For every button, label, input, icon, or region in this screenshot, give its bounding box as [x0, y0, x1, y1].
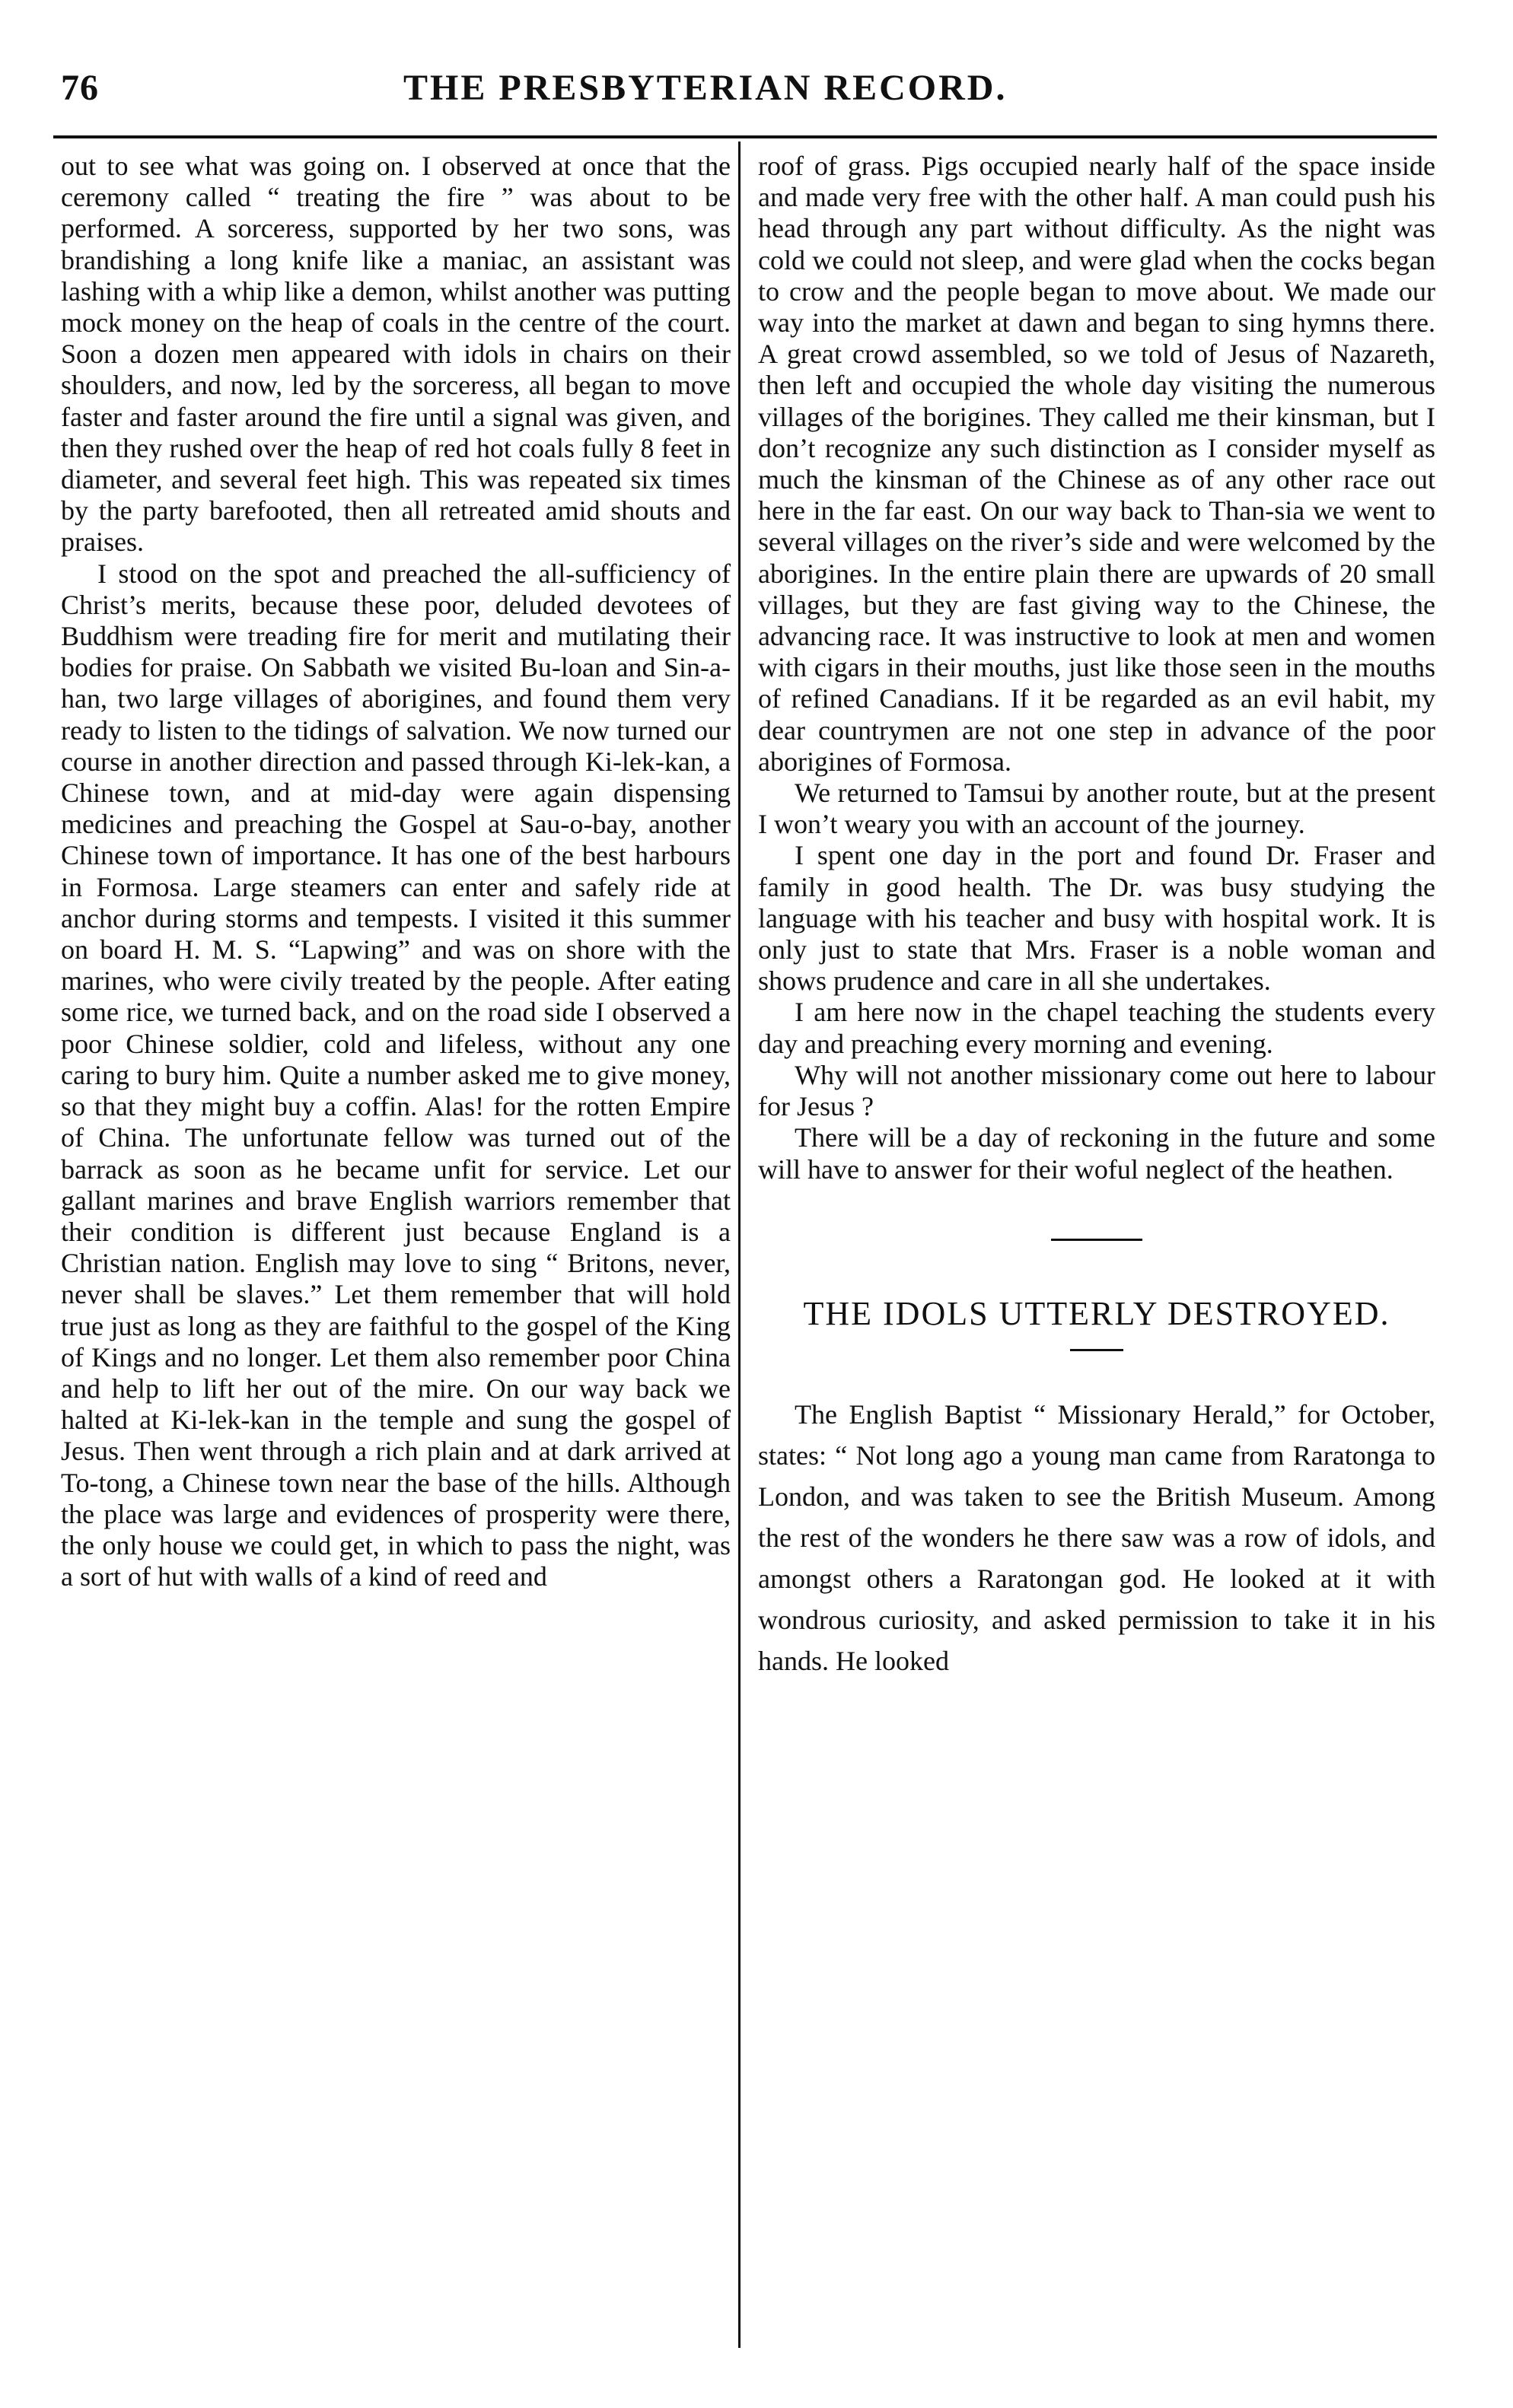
left-paragraph-1: out to see what was going on. I observed at once that the ceremony called “ treating the fire ” was about to be performed. A sorceress, supported by her two sons, was brandishing a long knife like a maniac, an assistant was lashing with a whip like a demon, whilst another was putting mock money on the heap of coals in the centre of the court. Soon a dozen men appeared with idols in chairs on their shoulders, and now, led by the sorceress, all began to move faster and faster around the fire until a signal was given, and then they rushed over the heap of red hot coals fully 8 feet in diameter, and several feet high. This was repeated six times by the party barefooted, then all retreated amid shouts and praises. [61, 151, 731, 558]
right-paragraph-5: Why will not another missionary come out here to labour for Jesus ? [758, 1059, 1435, 1122]
article-paragraph: The English Baptist “ Missionary Herald,” for October, states: “ Not long ago a young man came from Raratonga to London, and was taken to see the British Museum. Among the rest of the wonders he there saw was a row of idols, and amongst others a Raratongan god. He looked at it with wondrous curiosity, and asked permission to take it in his hands. He looked [758, 1398, 1435, 1676]
page-header [53, 67, 1437, 120]
page-number: 76 [61, 68, 99, 108]
left-paragraph-2: I stood on the spot and preached the all-sufficiency of Christ’s merits, because these poor, deluded devotees of Buddhism were treading fire for merit and mutilating their bodies for praise. On Sabbath we visited Bu-loan and Sin-a-han, two large villages of aborigines, and found them very ready to listen to the tidings of salvation. We now turned our course in another direction and passed through Ki-lek-kan, a Chinese town, and at mid-day were again dispensing medicines and preaching the Gospel at Sau-o-bay, another Chinese town of importance. It has one of the best harbours in Formosa. Large steamers can enter and safely ride at anchor during storms and tempests. I visited it this summer on board H. M. S. “Lapwing” and was on shore with the marines, who were civily treated by the people. After eating some rice, we turned back, and on the road side I observed a poor Chinese soldier, cold and lifeless, without any one caring to bury him. Quite a number asked me to give money, so that they might buy a coffin. Alas! for the rotten Empire of China. The unfortunate fellow was turned out of the barrack as soon as he became unfit for service. Let our gallant marines and brave English warriors remember that their condition is different just because England is a Christian nation. English may love to sing “ Britons, never, never shall be slaves.” Let them remember that will hold true just as long as they are faithful to the gospel of the King of Kings and no longer. Let them also remember poor China and help to lift her out of the mire. On our way back we halted at Ki-lek-kan in the temple and sung the gospel of Jesus. Then went through a rich plain and at dark arrived at To-tong, a Chinese town near the base of the hills. Although the place was large and evidences of prosperity were there, the only house we could get, in which to pass the night, was a sort of hut with walls of a kind of reed and [61, 558, 731, 1592]
right-paragraph-1: roof of grass. Pigs occupied nearly half of the space inside and made very free with the other half. A man could push his head through any part without difficulty. As the night was cold we could not sleep, and were glad when the cocks began to crow and the people began to move about. We made our way into the market at dawn and began to sing hymns there. A great crowd assembled, so we told of Jesus of Nazareth, then left and occupied the whole day visiting the numerous villages of the borigines. They called me their kinsman, but I don’t recognize any such distinction as I consider myself as much the kinsman of the Chinese as of any other race out here in the far east. On our way back to Than-sia we went to several villages on the river’s side and were welcomed by the aborigines. In the entire plain there are upwards of 20 small villages, but they are fast giving way to the Chinese, the advancing race. It was instructive to look at men and women with cigars in their mouths, just like those seen in the mouths of refined Canadians. If it be regarded as an evil habit, my dear countrymen are not one step in advance of the poor aborigines of Formosa. [758, 151, 1435, 777]
header-rule [53, 135, 1437, 138]
right-paragraph-3: I spent one day in the port and found Dr. Fraser and family in good health. The Dr. was busy studying the language with his teacher and busy with hospital work. It is only just to state that Mrs. Fraser is a noble woman and shows prudence and care in all she undertakes. [758, 840, 1435, 997]
heading-underline [1070, 1349, 1123, 1351]
right-paragraph-4: I am here now in the chapel teaching the students every day and preaching every morning and evening. [758, 997, 1435, 1059]
column-rule [738, 142, 741, 2348]
right-paragraph-6: There will be a day of reckoning in the future and some will have to answer for their woful neglect of the heathen. [758, 1122, 1435, 1185]
running-title: THE PRESBYTERIAN RECORD. [403, 68, 1008, 108]
left-column [61, 151, 731, 1592]
section-divider [1051, 1239, 1142, 1241]
right-column [758, 151, 1435, 1681]
right-paragraph-2: We returned to Tamsui by another route, but at the present I won’t weary you with an account of the journey. [758, 778, 1435, 840]
section-heading: THE IDOLS UTTERLY DESTROYED. [803, 1294, 1390, 1332]
